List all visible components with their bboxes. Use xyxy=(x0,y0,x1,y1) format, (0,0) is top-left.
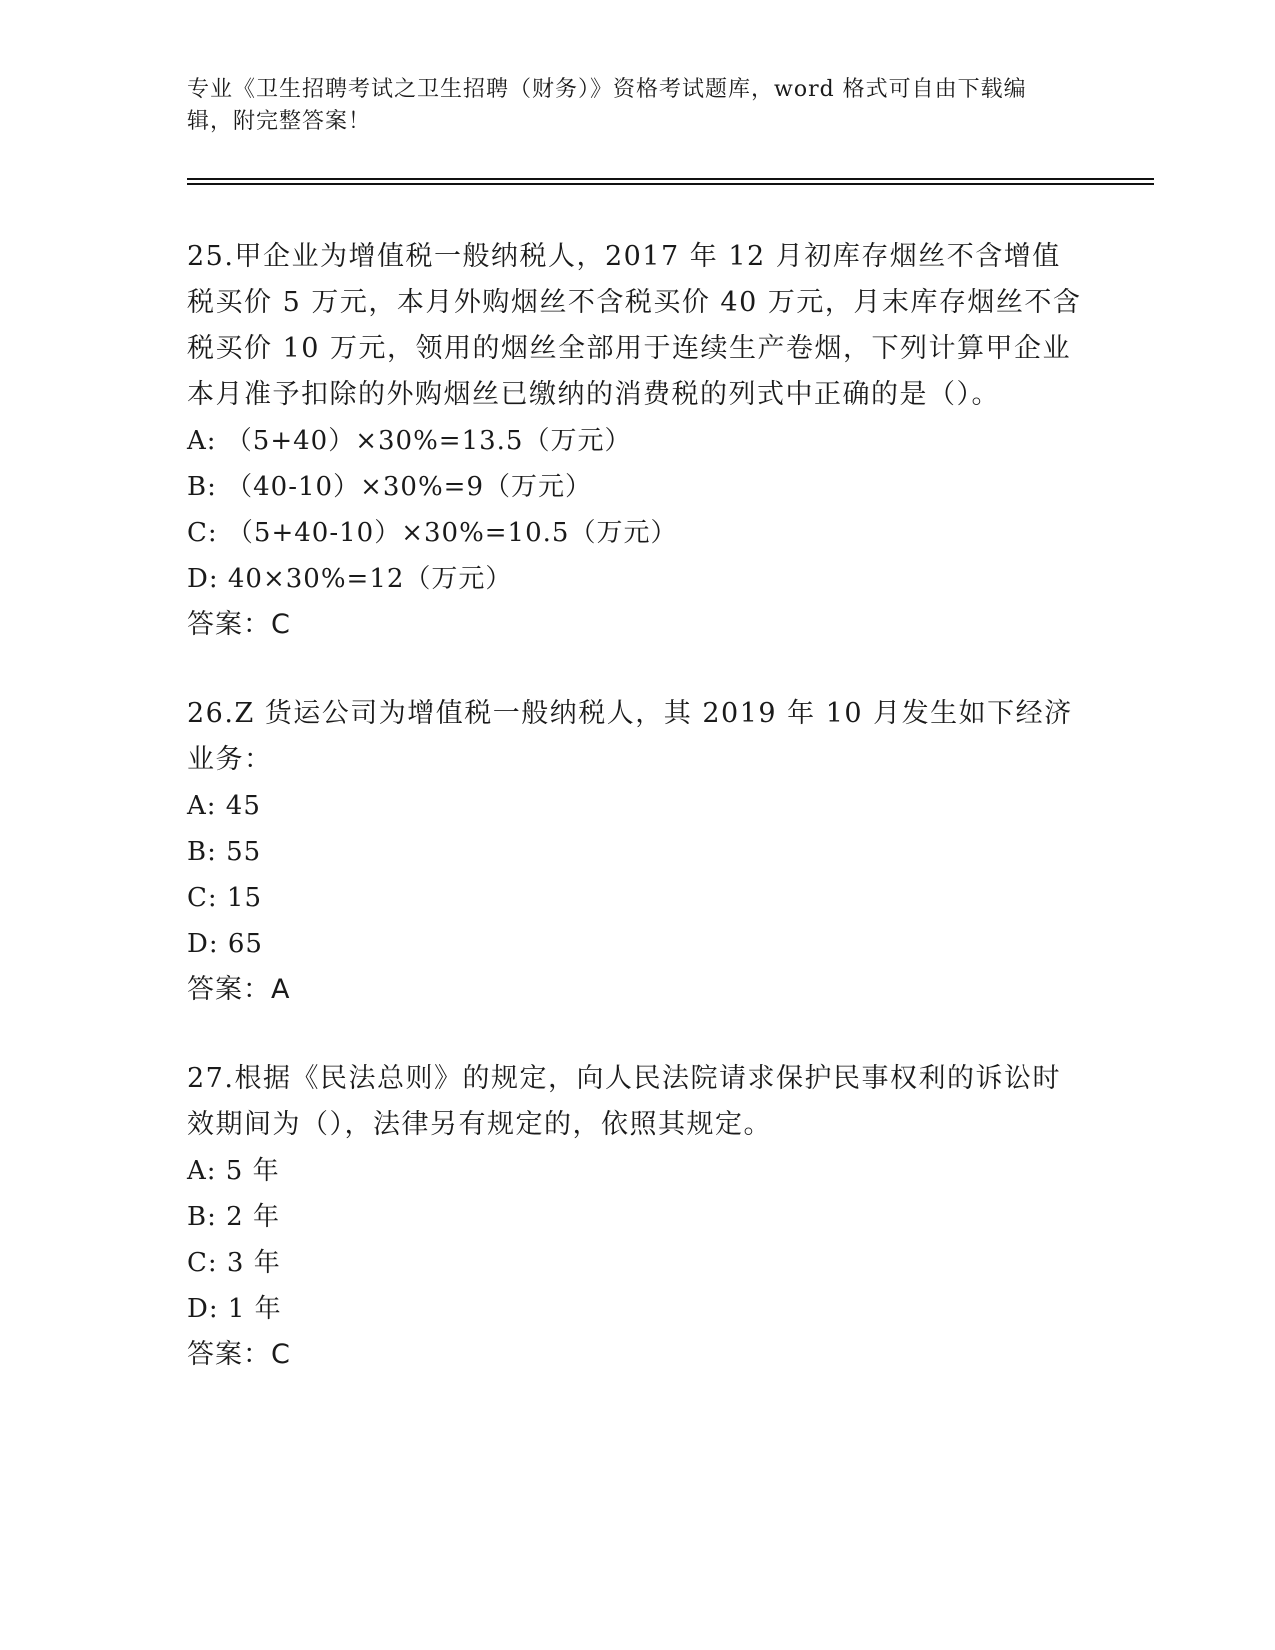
answer: 答案：C xyxy=(187,1339,291,1370)
option-c: C: （5+40-10）×30%=10.5（万元） xyxy=(187,518,678,548)
answer: 答案：A xyxy=(187,974,291,1005)
option-b: B: （40-10）×30%=9（万元） xyxy=(187,472,592,502)
question-list xyxy=(187,234,1087,1421)
question-25 xyxy=(187,234,1087,648)
document-header: 专业《卫生招聘考试之卫生招聘（财务）》资格考试题库，word 格式可自由下载编辑，附完整答案！ xyxy=(187,77,1027,134)
question-stem: 25.甲企业为增值税一般纳税人，2017 年 12 月初库存烟丝不含增值税买价 5 万元，本月外购烟丝不含税买价 40 万元，月末库存烟丝不含税买价 10 万元，领用的烟丝全部用于连续生产卷烟，下列计算甲企业本月准予扣除的外购烟丝已缴纳的消费税的列式中正确的是（）。 xyxy=(187,241,1082,410)
question-stem: 26.Z 货运公司为增值税一般纳税人，其 2019 年 10 月发生如下经济业务： xyxy=(187,698,1073,775)
question-27 xyxy=(187,1056,1087,1378)
option-c: C: 3 年 xyxy=(187,1248,281,1278)
option-a: A: 5 年 xyxy=(187,1156,280,1186)
answer: 答案：C xyxy=(187,609,291,640)
option-d: D: 65 xyxy=(187,929,263,959)
option-a: A: 45 xyxy=(187,791,261,821)
option-b: B: 55 xyxy=(187,837,262,867)
option-c: C: 15 xyxy=(187,883,263,913)
option-a: A: （5+40）×30%=13.5（万元） xyxy=(187,426,632,456)
option-d: D: 1 年 xyxy=(187,1294,282,1324)
header-divider-top xyxy=(187,178,1154,180)
question-26 xyxy=(187,691,1087,1013)
question-stem: 27.根据《民法总则》的规定，向人民法院请求保护民事权利的诉讼时效期间为（），法律另有规定的，依照其规定。 xyxy=(187,1063,1061,1140)
option-d: D: 40×30%=12（万元） xyxy=(187,564,513,594)
header-divider-bottom xyxy=(187,183,1154,185)
option-b: B: 2 年 xyxy=(187,1202,280,1232)
